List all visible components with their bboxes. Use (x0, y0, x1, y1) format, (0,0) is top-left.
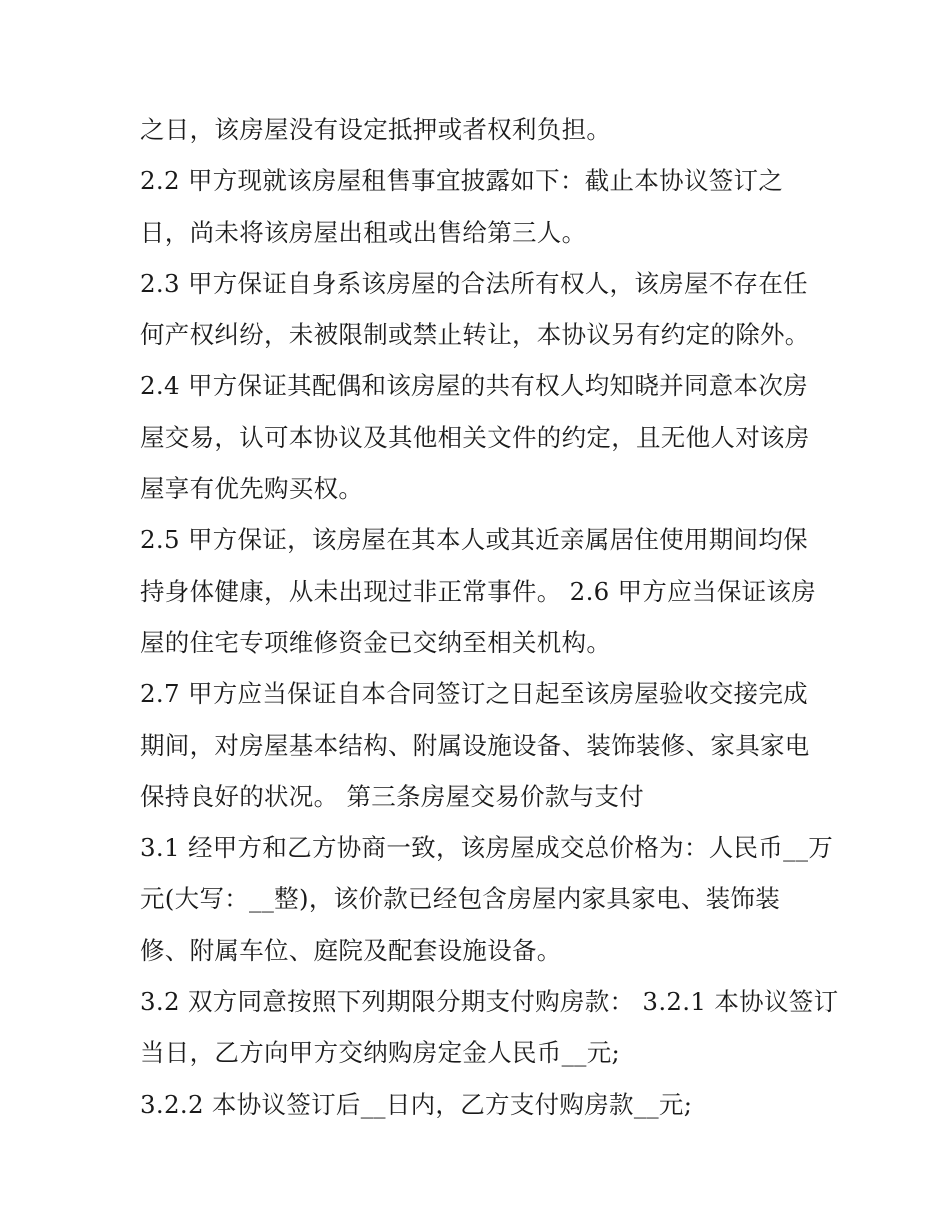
text-line-6: 2.4 甲方保证其配偶和该房屋的共有权人均知晓并同意本次房 (140, 371, 808, 401)
text-line-11: 屋的住宅专项维修资金已交纳至相关机构。 (140, 627, 612, 657)
text-line-16: 元(大写：__整)，该价款已经包含房屋内家具家电、装饰装 (140, 884, 781, 914)
text-line-2: 2.2 甲方现就该房屋租售事宜披露如下：截止本协议签订之 (140, 166, 784, 196)
text-line-1: 之日，该房屋没有设定抵押或者权利负担。 (140, 115, 612, 144)
text-line-12: 2.7 甲方应当保证自本合同签订之日起至该房屋验收交接完成 (140, 679, 808, 709)
text-line-15: 3.1 经甲方和乙方协商一致，该房屋成交总价格为：人民币__万 (140, 833, 834, 863)
text-line-9: 2.5 甲方保证，该房屋在其本人或其近亲属居住使用期间均保 (140, 525, 808, 555)
text-line-18: 3.2 双方同意按照下列期限分期支付购房款： 3.2.1 本协议签订 (140, 987, 839, 1017)
text-line-14: 保持良好的状况。 第三条房屋交易价款与支付 (140, 781, 645, 811)
text-line-13: 期间，对房屋基本结构、附属设施设备、装饰装修、家具家电 (140, 730, 810, 760)
contract-text-block (140, 104, 839, 1130)
text-line-10: 持身体健康，从未出现过非正常事件。 2.6 甲方应当保证该房 (140, 576, 817, 606)
text-line-8: 屋享有优先购买权。 (140, 474, 364, 504)
text-line-19: 当日，乙方向甲方交纳购房定金人民币__元; (140, 1038, 621, 1068)
text-line-7: 屋交易，认可本协议及其他相关文件的约定，且无他人对该房 (140, 422, 810, 452)
text-line-17: 修、附属车位、庭院及配套设施设备。 (140, 935, 562, 965)
text-line-20: 3.2.2 本协议签订后__日内，乙方支付购房款__元; (140, 1089, 693, 1119)
text-line-3: 日，尚未将该房屋出租或出售给第三人。 (140, 217, 587, 247)
text-line-4: 2.3 甲方保证自身系该房屋的合法所有权人，该房屋不存在任 (140, 268, 808, 298)
text-line-5: 何产权纠纷，未被限制或禁止转让，本协议另有约定的除外。 (140, 320, 810, 350)
